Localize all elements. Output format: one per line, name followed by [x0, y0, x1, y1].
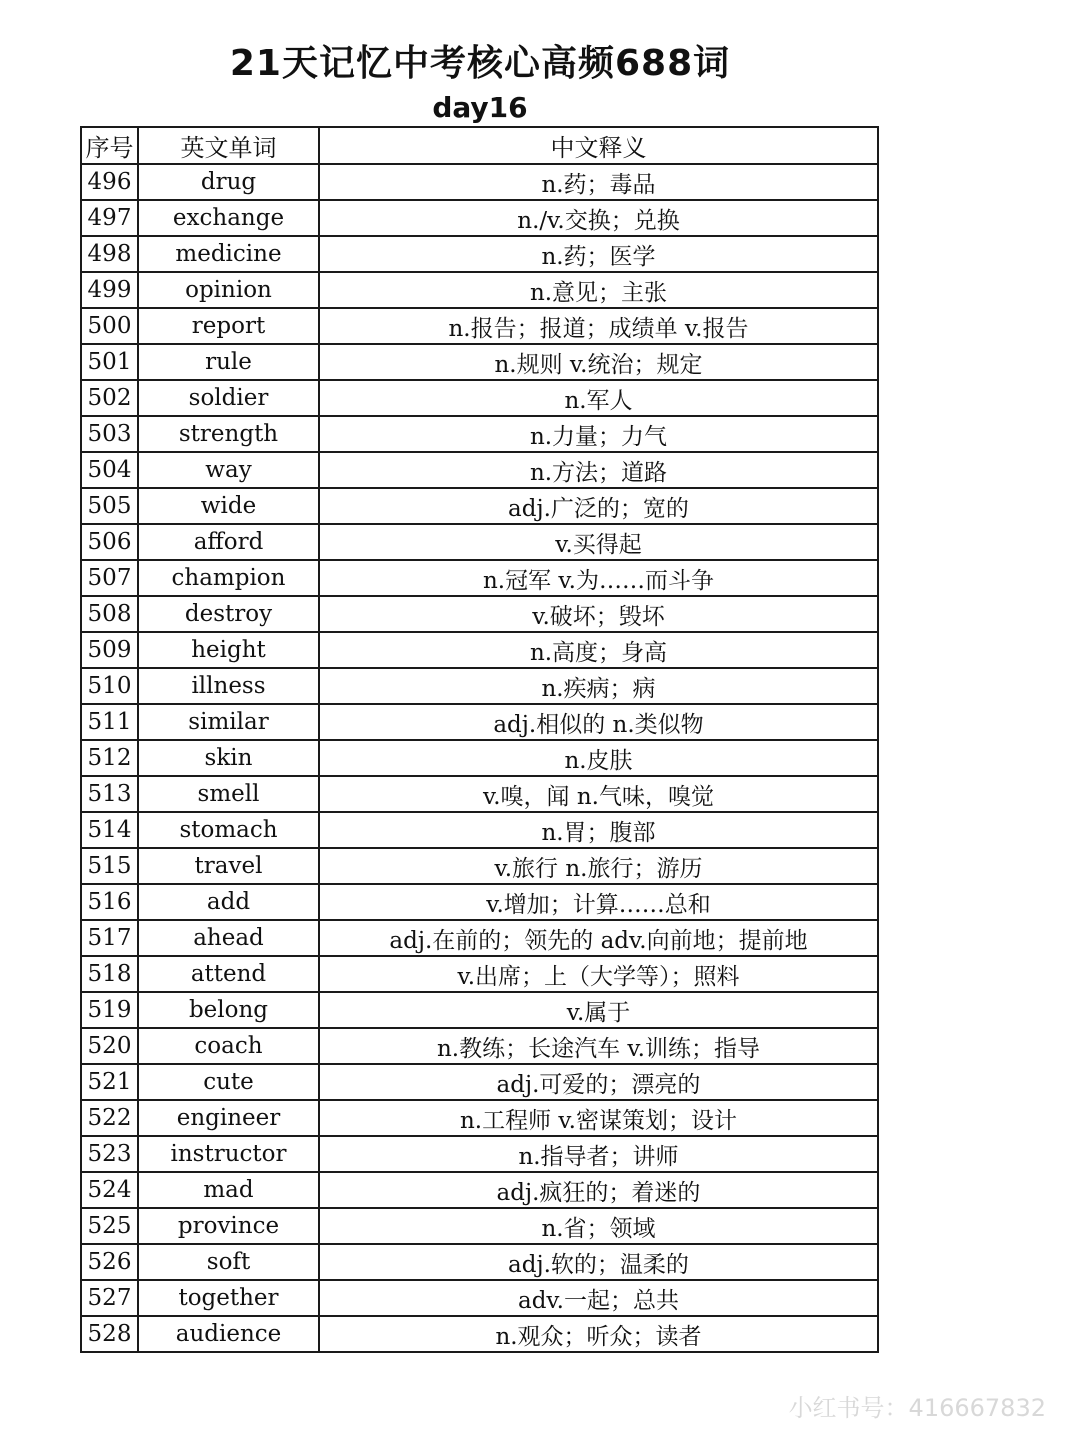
- row-number: 496: [81, 164, 138, 200]
- table-row: [81, 1172, 878, 1208]
- row-english-word: soft: [138, 1244, 319, 1280]
- row-number: 511: [81, 704, 138, 740]
- row-english-word: afford: [138, 524, 319, 560]
- table-row: [81, 1064, 878, 1100]
- row-number: 507: [81, 560, 138, 596]
- header-number: 序号: [81, 127, 138, 164]
- row-chinese-meaning: v.买得起: [319, 524, 878, 560]
- row-chinese-meaning: v.增加；计算……总和: [319, 884, 878, 920]
- row-number: 524: [81, 1172, 138, 1208]
- row-chinese-meaning: n.皮肤: [319, 740, 878, 776]
- row-chinese-meaning: n.胃；腹部: [319, 812, 878, 848]
- row-chinese-meaning: adj.疯狂的；着迷的: [319, 1172, 878, 1208]
- row-english-word: province: [138, 1208, 319, 1244]
- row-chinese-meaning: n.药；医学: [319, 236, 878, 272]
- row-english-word: similar: [138, 704, 319, 740]
- row-number: 500: [81, 308, 138, 344]
- row-number: 514: [81, 812, 138, 848]
- row-number: 505: [81, 488, 138, 524]
- row-english-word: stomach: [138, 812, 319, 848]
- table-row: [81, 704, 878, 740]
- row-english-word: champion: [138, 560, 319, 596]
- row-chinese-meaning: v.嗅，闻 n.气味，嗅觉: [319, 776, 878, 812]
- table-header: [81, 127, 878, 164]
- table-row: [81, 560, 878, 596]
- row-chinese-meaning: n.报告；报道；成绩单 v.报告: [319, 308, 878, 344]
- row-english-word: report: [138, 308, 319, 344]
- row-number: 517: [81, 920, 138, 956]
- row-number: 508: [81, 596, 138, 632]
- row-english-word: add: [138, 884, 319, 920]
- row-number: 512: [81, 740, 138, 776]
- row-english-word: opinion: [138, 272, 319, 308]
- vocabulary-table: [80, 126, 879, 1353]
- row-number: 520: [81, 1028, 138, 1064]
- row-number: 525: [81, 1208, 138, 1244]
- table-row: [81, 380, 878, 416]
- row-english-word: belong: [138, 992, 319, 1028]
- row-chinese-meaning: n.教练；长途汽车 v.训练；指导: [319, 1028, 878, 1064]
- row-number: 519: [81, 992, 138, 1028]
- table-row: [81, 416, 878, 452]
- row-chinese-meaning: adv.一起；总共: [319, 1280, 878, 1316]
- row-english-word: strength: [138, 416, 319, 452]
- row-chinese-meaning: n.力量；力气: [319, 416, 878, 452]
- row-chinese-meaning: n.意见；主张: [319, 272, 878, 308]
- header-chinese-meaning: 中文释义: [319, 127, 878, 164]
- row-english-word: cute: [138, 1064, 319, 1100]
- table-row: [81, 236, 878, 272]
- table-row: [81, 740, 878, 776]
- row-english-word: rule: [138, 344, 319, 380]
- table-row: [81, 524, 878, 560]
- row-number: 498: [81, 236, 138, 272]
- table-body: [81, 164, 878, 1352]
- table-row: [81, 200, 878, 236]
- table-row: [81, 272, 878, 308]
- table-row: [81, 1280, 878, 1316]
- row-english-word: soldier: [138, 380, 319, 416]
- table-row: [81, 488, 878, 524]
- row-chinese-meaning: v.破坏；毁坏: [319, 596, 878, 632]
- row-english-word: audience: [138, 1316, 319, 1352]
- watermark: 小红书号：416667832: [788, 1394, 1046, 1422]
- row-english-word: engineer: [138, 1100, 319, 1136]
- table-row: [81, 776, 878, 812]
- row-number: 516: [81, 884, 138, 920]
- row-number: 522: [81, 1100, 138, 1136]
- row-number: 497: [81, 200, 138, 236]
- row-english-word: coach: [138, 1028, 319, 1064]
- row-chinese-meaning: v.出席；上（大学等）；照料: [319, 956, 878, 992]
- page-subtitle: day16: [432, 91, 528, 124]
- row-number: 526: [81, 1244, 138, 1280]
- table-row: [81, 668, 878, 704]
- row-number: 504: [81, 452, 138, 488]
- table-row: [81, 632, 878, 668]
- row-chinese-meaning: adj.广泛的；宽的: [319, 488, 878, 524]
- row-number: 521: [81, 1064, 138, 1100]
- row-english-word: exchange: [138, 200, 319, 236]
- table-row: [81, 1316, 878, 1352]
- row-english-word: together: [138, 1280, 319, 1316]
- row-chinese-meaning: adj.可爱的；漂亮的: [319, 1064, 878, 1100]
- row-english-word: medicine: [138, 236, 319, 272]
- row-chinese-meaning: n.军人: [319, 380, 878, 416]
- row-number: 503: [81, 416, 138, 452]
- table-row: [81, 596, 878, 632]
- row-chinese-meaning: n.冠军 v.为……而斗争: [319, 560, 878, 596]
- row-number: 515: [81, 848, 138, 884]
- row-chinese-meaning: n./v.交换；兑换: [319, 200, 878, 236]
- table-header-row: [81, 127, 878, 164]
- row-english-word: wide: [138, 488, 319, 524]
- header-english-word: 英文单词: [138, 127, 319, 164]
- row-number: 528: [81, 1316, 138, 1352]
- table-row: [81, 344, 878, 380]
- row-chinese-meaning: n.方法；道路: [319, 452, 878, 488]
- table-row: [81, 884, 878, 920]
- row-number: 499: [81, 272, 138, 308]
- row-number: 506: [81, 524, 138, 560]
- table-row: [81, 812, 878, 848]
- table-row: [81, 920, 878, 956]
- row-chinese-meaning: n.疾病；病: [319, 668, 878, 704]
- row-number: 513: [81, 776, 138, 812]
- table-row: [81, 1100, 878, 1136]
- row-english-word: skin: [138, 740, 319, 776]
- row-english-word: illness: [138, 668, 319, 704]
- row-chinese-meaning: v.旅行 n.旅行；游历: [319, 848, 878, 884]
- row-english-word: smell: [138, 776, 319, 812]
- table-row: [81, 452, 878, 488]
- row-chinese-meaning: n.规则 v.统治；规定: [319, 344, 878, 380]
- row-number: 510: [81, 668, 138, 704]
- table-row: [81, 164, 878, 200]
- row-english-word: ahead: [138, 920, 319, 956]
- table-row: [81, 308, 878, 344]
- row-number: 518: [81, 956, 138, 992]
- row-english-word: attend: [138, 956, 319, 992]
- row-chinese-meaning: n.指导者；讲师: [319, 1136, 878, 1172]
- row-chinese-meaning: n.工程师 v.密谋策划；设计: [319, 1100, 878, 1136]
- table-row: [81, 1244, 878, 1280]
- row-chinese-meaning: v.属于: [319, 992, 878, 1028]
- row-english-word: mad: [138, 1172, 319, 1208]
- row-chinese-meaning: n.省；领域: [319, 1208, 878, 1244]
- table-row: [81, 992, 878, 1028]
- row-number: 509: [81, 632, 138, 668]
- row-english-word: destroy: [138, 596, 319, 632]
- row-english-word: height: [138, 632, 319, 668]
- row-number: 501: [81, 344, 138, 380]
- row-chinese-meaning: n.药；毒品: [319, 164, 878, 200]
- table-row: [81, 1208, 878, 1244]
- row-english-word: instructor: [138, 1136, 319, 1172]
- table-row: [81, 848, 878, 884]
- row-number: 502: [81, 380, 138, 416]
- row-number: 527: [81, 1280, 138, 1316]
- row-chinese-meaning: adj.软的；温柔的: [319, 1244, 878, 1280]
- row-english-word: way: [138, 452, 319, 488]
- table-row: [81, 956, 878, 992]
- row-english-word: travel: [138, 848, 319, 884]
- row-number: 523: [81, 1136, 138, 1172]
- row-chinese-meaning: n.观众；听众；读者: [319, 1316, 878, 1352]
- row-chinese-meaning: n.高度；身高: [319, 632, 878, 668]
- table-row: [81, 1136, 878, 1172]
- row-chinese-meaning: adj.在前的；领先的 adv.向前地；提前地: [319, 920, 878, 956]
- row-chinese-meaning: adj.相似的 n.类似物: [319, 704, 878, 740]
- row-english-word: drug: [138, 164, 319, 200]
- table-row: [81, 1028, 878, 1064]
- page-title: 21天记忆中考核心高频688词: [229, 43, 731, 84]
